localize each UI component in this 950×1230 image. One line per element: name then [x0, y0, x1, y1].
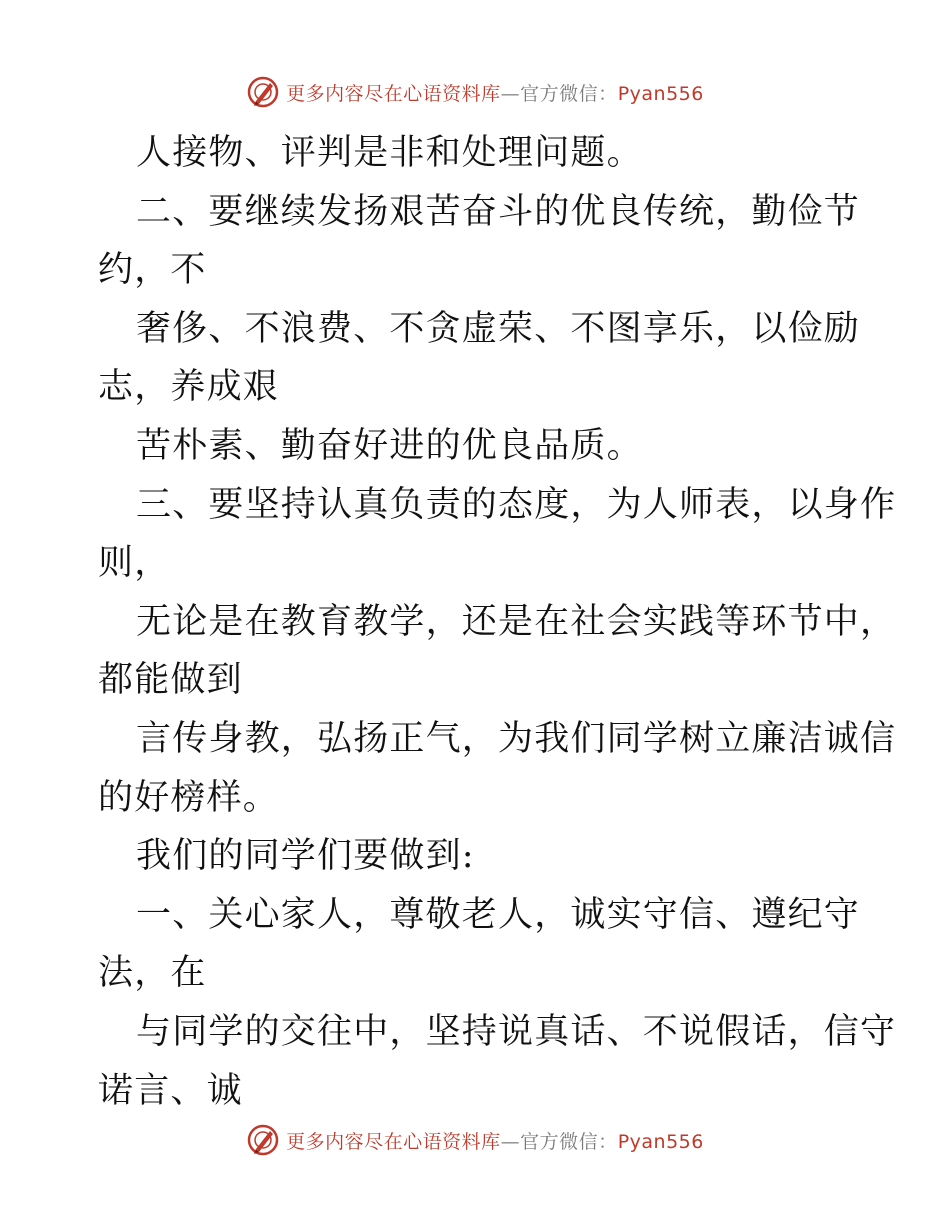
text-line: 苦朴素、勤奋好进的优良品质。 [136, 425, 643, 466]
text-line: 与同学的交往中，坚持说真话、不说假话，信守 [136, 1011, 897, 1052]
pen-nib-logo-icon [246, 75, 280, 109]
text-line: 志，养成艰 [98, 367, 280, 408]
text-line: 二、要继续发扬艰苦奋斗的优良传统，勤俭节 [136, 191, 861, 232]
text-line: 诺言、诚 [98, 1070, 243, 1111]
text-line: 言传身教，弘扬正气，为我们同学树立廉洁诚信 [136, 718, 897, 759]
pen-nib-logo-icon [246, 1123, 280, 1157]
text-line: 我们的同学们要做到: [136, 836, 475, 877]
text-line: 三、要坚持认真负责的态度，为人师表，以身作 [136, 484, 897, 525]
text-line: 都能做到 [98, 660, 243, 701]
text-line: 约，不 [98, 250, 207, 291]
watermark-text: 更多内容尽在心语资料库—官方微信：Pyan556 [286, 82, 704, 105]
text-line: 的好榜样。 [98, 777, 280, 818]
text-line: 法，在 [98, 953, 207, 994]
text-line: 无论是在教育教学，还是在社会实践等环节中， [136, 601, 897, 642]
text-line: 奢侈、不浪费、不贪虚荣、不图享乐，以俭励 [136, 308, 861, 349]
header-watermark [0, 72, 950, 112]
document-body [98, 124, 897, 1120]
text-line: 人接物、评判是非和处理问题。 [136, 133, 643, 173]
footer-watermark [0, 1120, 950, 1160]
watermark-text: 更多内容尽在心语资料库—官方微信：Pyan556 [286, 1130, 704, 1153]
text-line: 一、关心家人，尊敬老人，诚实守信、遵纪守 [136, 894, 861, 935]
text-line: 则， [98, 543, 171, 584]
